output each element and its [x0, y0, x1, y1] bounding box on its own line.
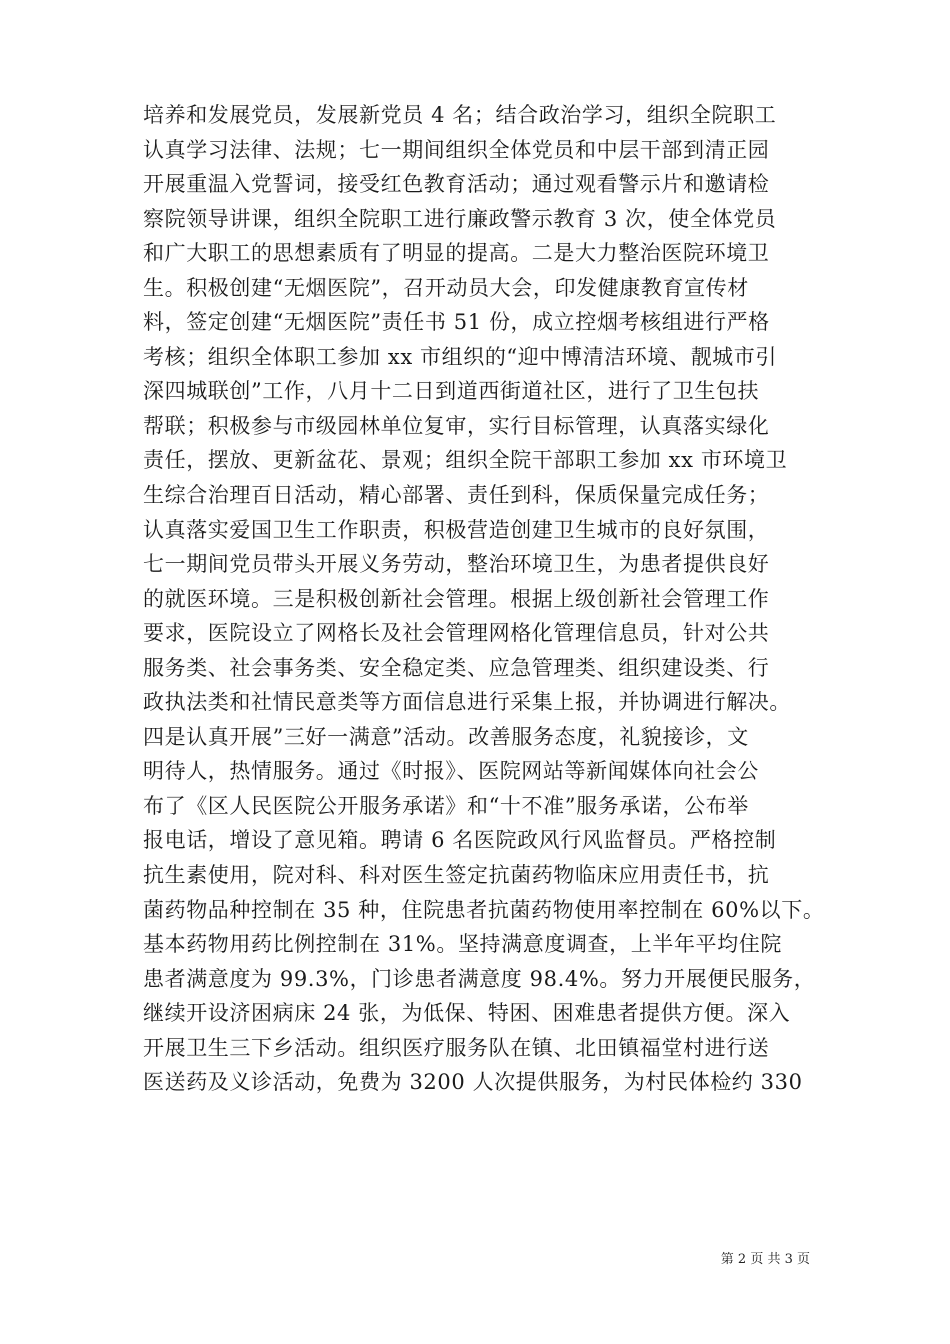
text-line-17: 服务类、社会事务类、安全稳定类、应急管理类、组织建设类、行 [143, 655, 770, 680]
text-line-12: 生综合治理百日活动，精心部署、责任到科，保质保量完成任务； [143, 483, 770, 508]
text-line-8: 考核；组织全体职工参加 xx 市组织的“迎中博清洁环境、靓城市引 [143, 344, 777, 369]
text-line-11: 责任，摆放、更新盆花、景观；组织全院干部职工参加 xx 市环境卫 [143, 448, 788, 473]
text-line-4: 察院领导讲课，组织全院职工进行廉政警示教育 3 次，使全体党员 [143, 206, 777, 231]
text-line-13: 认真落实爱国卫生工作职责，积极营造创建卫生城市的良好氛围， [143, 517, 770, 542]
text-line-7: 料，签定创建“无烟医院”责任书 51 份，成立控烟考核组进行严格 [143, 310, 770, 335]
text-line-29: 医送药及义诊活动，免费为 3200 人次提供服务，为村民体检约 330 [143, 1070, 803, 1095]
text-line-25: 基本药物用药比例控制在 31%。坚持满意度调查，上半年平均住院 [143, 932, 782, 957]
text-line-26: 患者满意度为 99.3%，门诊患者满意度 98.4%。努力开展便民服务， [143, 966, 816, 991]
text-line-18: 政执法类和社情民意类等方面信息进行采集上报，并协调进行解决。 [143, 690, 791, 715]
page-number: 第 2 页 共 3 页 [720, 1252, 810, 1267]
text-line-23: 抗生素使用，院对科、科对医生签定抗菌药物临床应用责任书，抗 [143, 863, 770, 888]
text-line-5: 和广大职工的思想素质有了明显的提高。二是大力整治医院环境卫 [143, 241, 770, 266]
text-line-27: 继续开设济困病床 24 张，为低保、特困、困难患者提供方便。深入 [143, 1001, 791, 1026]
text-line-14: 七一期间党员带头开展义务劳动，整治环境卫生，为患者提供良好 [143, 552, 770, 577]
text-line-3: 开展重温入党誓词，接受红色教育活动；通过观看警示片和邀请检 [143, 172, 770, 197]
text-line-22: 报电话，增设了意见箱。聘请 6 名医院政风行风监督员。严格控制 [143, 828, 777, 853]
text-line-15: 的就医环境。三是积极创新社会管理。根据上级创新社会管理工作 [143, 586, 770, 611]
text-line-6: 生。积极创建“无烟医院”，召开动员大会，印发健康教育宣传材 [143, 275, 749, 300]
text-line-20: 明待人，热情服务。通过《时报》、医院网站等新闻媒体向社会公 [143, 759, 759, 784]
text-line-19: 四是认真开展”三好一满意”活动。改善服务态度，礼貌接诊，文 [143, 724, 749, 749]
text-line-10: 帮联；积极参与市级园林单位复审，实行目标管理，认真落实绿化 [143, 413, 770, 438]
text-line-1: 培养和发展党员，发展新党员 4 名；结合政治学习，组织全院职工 [143, 103, 777, 127]
text-line-16: 要求，医院设立了网格长及社会管理网格化管理信息员，针对公共 [143, 621, 770, 646]
document-body [143, 98, 825, 1100]
text-line-24: 菌药物品种控制在 35 种，住院患者抗菌药物使用率控制在 60%以下。 [143, 897, 825, 922]
text-line-28: 开展卫生三下乡活动。组织医疗服务队在镇、北田镇福堂村进行送 [143, 1035, 770, 1060]
text-line-21: 布了《区人民医院公开服务承诺》和“十不准”服务承诺，公布举 [143, 793, 749, 818]
text-line-9: 深四城联创”工作，八月十二日到道西街道社区，进行了卫生包扶 [143, 379, 760, 404]
text-line-2: 认真学习法律、法规；七一期间组织全体党员和中层干部到清正园 [143, 137, 770, 162]
